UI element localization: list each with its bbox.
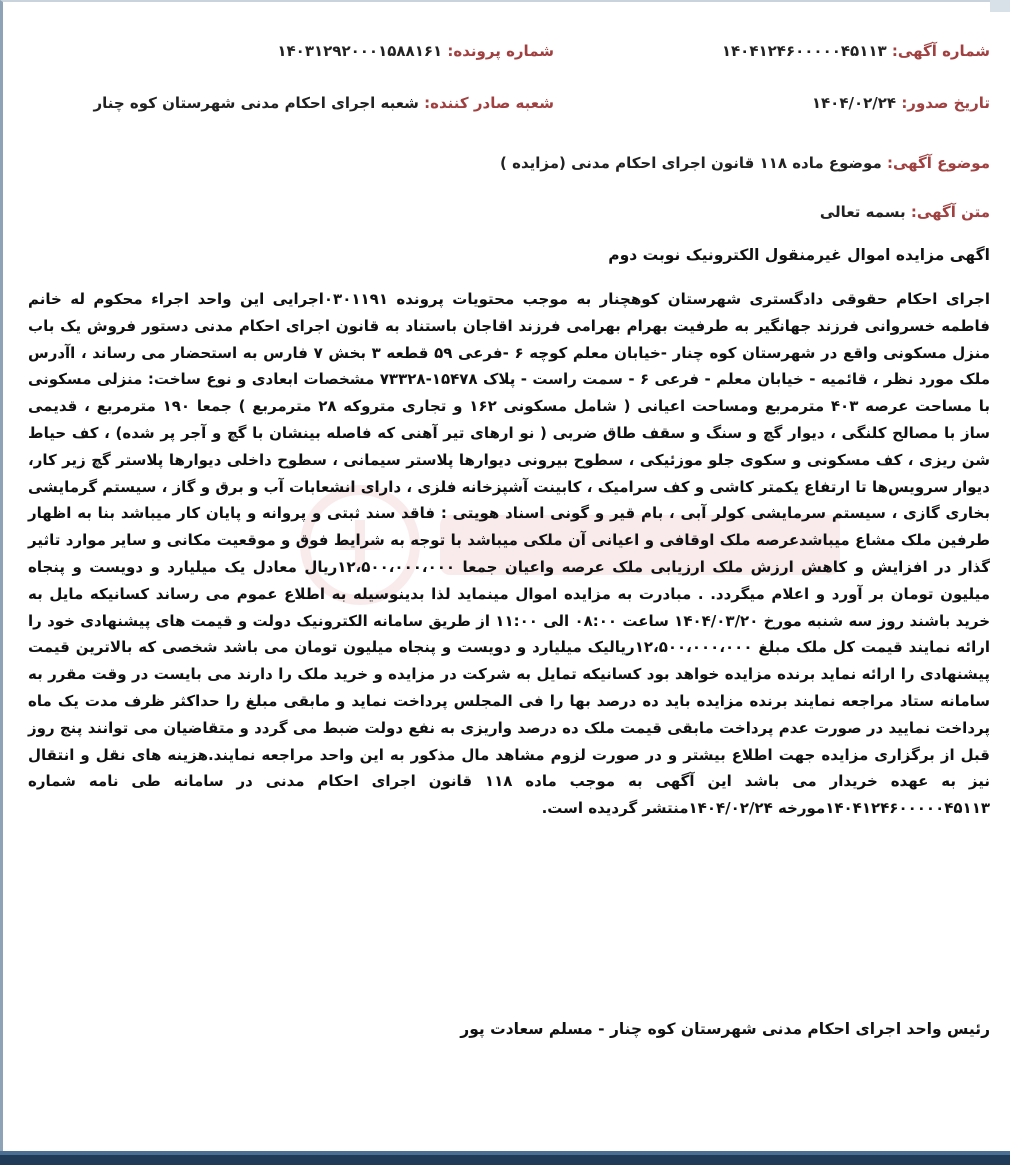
notice-text-row (820, 203, 990, 221)
issue-date-row (812, 94, 990, 112)
notice-title: اگهی مزایده اموال غیرمنقول الکترونیک نوبت دوم (608, 246, 990, 264)
issuing-branch: شعبه اجرای احکام مدنی شهرستان کوه چنار (93, 94, 419, 112)
issuing-branch-row (93, 94, 554, 112)
signature: رئیس واحد اجرای احکام مدنی شهرستان کوه چنار - مسلم سعادت پور (460, 1020, 990, 1038)
bottom-bar (0, 1151, 1010, 1165)
issue-date-label: تاریخ صدور: (901, 94, 990, 112)
notice-number-label: شماره آگهی: (891, 42, 990, 60)
file-number: ۱۴۰۳۱۲۹۲۰۰۰۱۵۸۸۱۶۱ (277, 42, 443, 60)
file-number-label: شماره پرونده: (447, 42, 554, 60)
subject-row (500, 154, 990, 172)
bottom-bar-highlight (0, 1151, 1010, 1155)
notice-text-label: متن آگهی: (910, 203, 990, 221)
notice-number: ۱۴۰۴۱۲۴۶۰۰۰۰۰۴۵۱۱۳ (721, 42, 887, 60)
notice-number-row (722, 42, 990, 60)
issue-date: ۱۴۰۴/۰۲/۲۴ (811, 94, 897, 112)
notice-body: اجرای احکام حقوقی دادگستری شهرستان کوهچنار به موجب محتویات پرونده ۰۳۰۱۱۹۱اجرایی این واحد اجراء محکوم له خانم فاطمه خسروانی فرزند جهانگیر به طرفیت بهرام بهرامی فرزند اقاجان باستناد به قانون اجرای احکام مدنی دستور فروش یک باب منزل مسکونی واقع در شهرستان کوه چنار -خیابان معلم کوچه ۶ -فرعی ۵۹ قطعه ۳ بخش ۷ فارس به استحضار می رساند ، اآدرس ملک مورد نظر ، قائمیه - خیابان معلم - فرعی ۶ - سمت راست - پلاک ۱۵۴۷۸-۷۳۳۲۸ مشخصات ابعادی و نوع ساخت: منزلی مسکونی با مساحت عرصه ۴۰۳ مترمربع ومساحت اعیانی ( شامل مسکونی ۱۶۲ و تجاری متروکه ۲۸ مترمربع ) جمعا ۱۹۰ مترمربع ، قدیمی ساز با مصالح کلنگی ، دیوار گچ و سنگ و سقف طاق ضربی ( نو ارهای تیر آهنی که فاصله بینشان با گچ و آجر پر شده) ، کف حیاط شن ریزی ، کف مسکونی و سکوی جلو موزئیکی ، سطوح بیرونی دیوارها پلاستر سیمانی ، سطوح داخلی دیوارها پلاستر گچ زیر کار، دیوار سرویس‌ها تا ارتفاع یکمتر کاشی و کف سرامیک ، کابینت آشپزخانه فلزی ، دارای انشعابات آب و برق و گاز ، سیستم گرمایشی بخاری گازی ، سیستم سرمایشی کولر آبی ، بام قیر و گونی اسناد هویتی : فاقد سند ثبتی و پروانه و پایان کار میباشد بنا به اظهار طرفین ملک مشاع میباشدعرصه ملک اوقافی و اعیانی آن ملکی میباشد با توجه به شرایط فوق و موقعیت مکانی و سایر موارد تاثیر گذار در افزایش و کاهش ارزش ملک ارزیابی ملک عرصه واعیان جمعا ۱۲،۵۰۰،۰۰۰،۰۰۰ریال معادل یک میلیارد و دویست و پنجاه میلیون تومان بر آورد و اعلام میگردد. . مبادرت به مزایده اموال مینماید لذا بدینوسیله به اطلاع عموم می رساند کسانیکه مایل به خرید باشند روز سه شنبه مورخ ۱۴۰۴/۰۳/۲۰ ساعت ۰۸:۰۰ الی ۱۱:۰۰ از طریق سامانه الکترونیک دولت و قیمت های پیشنهادی خود را ارائه نمایند قیمت کل ملک مبلغ ۱۲،۵۰۰،۰۰۰،۰۰۰ریالیک میلیارد و دویست و پنجاه میلیون تومان می باشد شخصی که بالاترین قیمت پیشنهادی را ارائه نماید برنده مزایده خواهد بود کسانیکه تمایل به شرکت در مزایده و خرید ملک را دارند می بایست در وقت مقرر به سامانه ستاد مراجعه نمایند برنده مزایده باید ده درصد بها را فی المجلس پرداخت نماید و مابقی مبلغ را حداکثر ظرف مدت یک ماه پرداخت نمایید در صورت عدم پرداخت مابقی قیمت ملک ده درصد واریزی به نفع دولت ضبط می گردد و متقاضیان می توانند پنج روز قبل از برگزاری مزایده جهت اطلاع بیشتر و در صورت لزوم مشاهد مال مذکور به این واحد مراجعه نمایند.هزینه های نقل و انتقال نیز به عهده خریدار می باشد این آگهی به موجب ماده ۱۱۸ قانون اجرای احکام مدنی در سامانه طی نامه شماره ۱۴۰۴۱۲۴۶۰۰۰۰۰۴۵۱۱۳مورخه ۱۴۰۴/۰۲/۲۴منتشر گردیده است. (28, 290, 991, 818)
file-number-row (277, 42, 554, 60)
issuing-branch-label: شعبه صادر کننده: (424, 94, 554, 112)
subject-label: موضوع آگهی: (886, 154, 990, 172)
subject: موضوع ماده ۱۱۸ قانون اجرای احکام مدنی (مزایده ) (500, 154, 882, 172)
window-corner (990, 0, 1010, 12)
basmala: بسمه تعالی (819, 203, 906, 221)
